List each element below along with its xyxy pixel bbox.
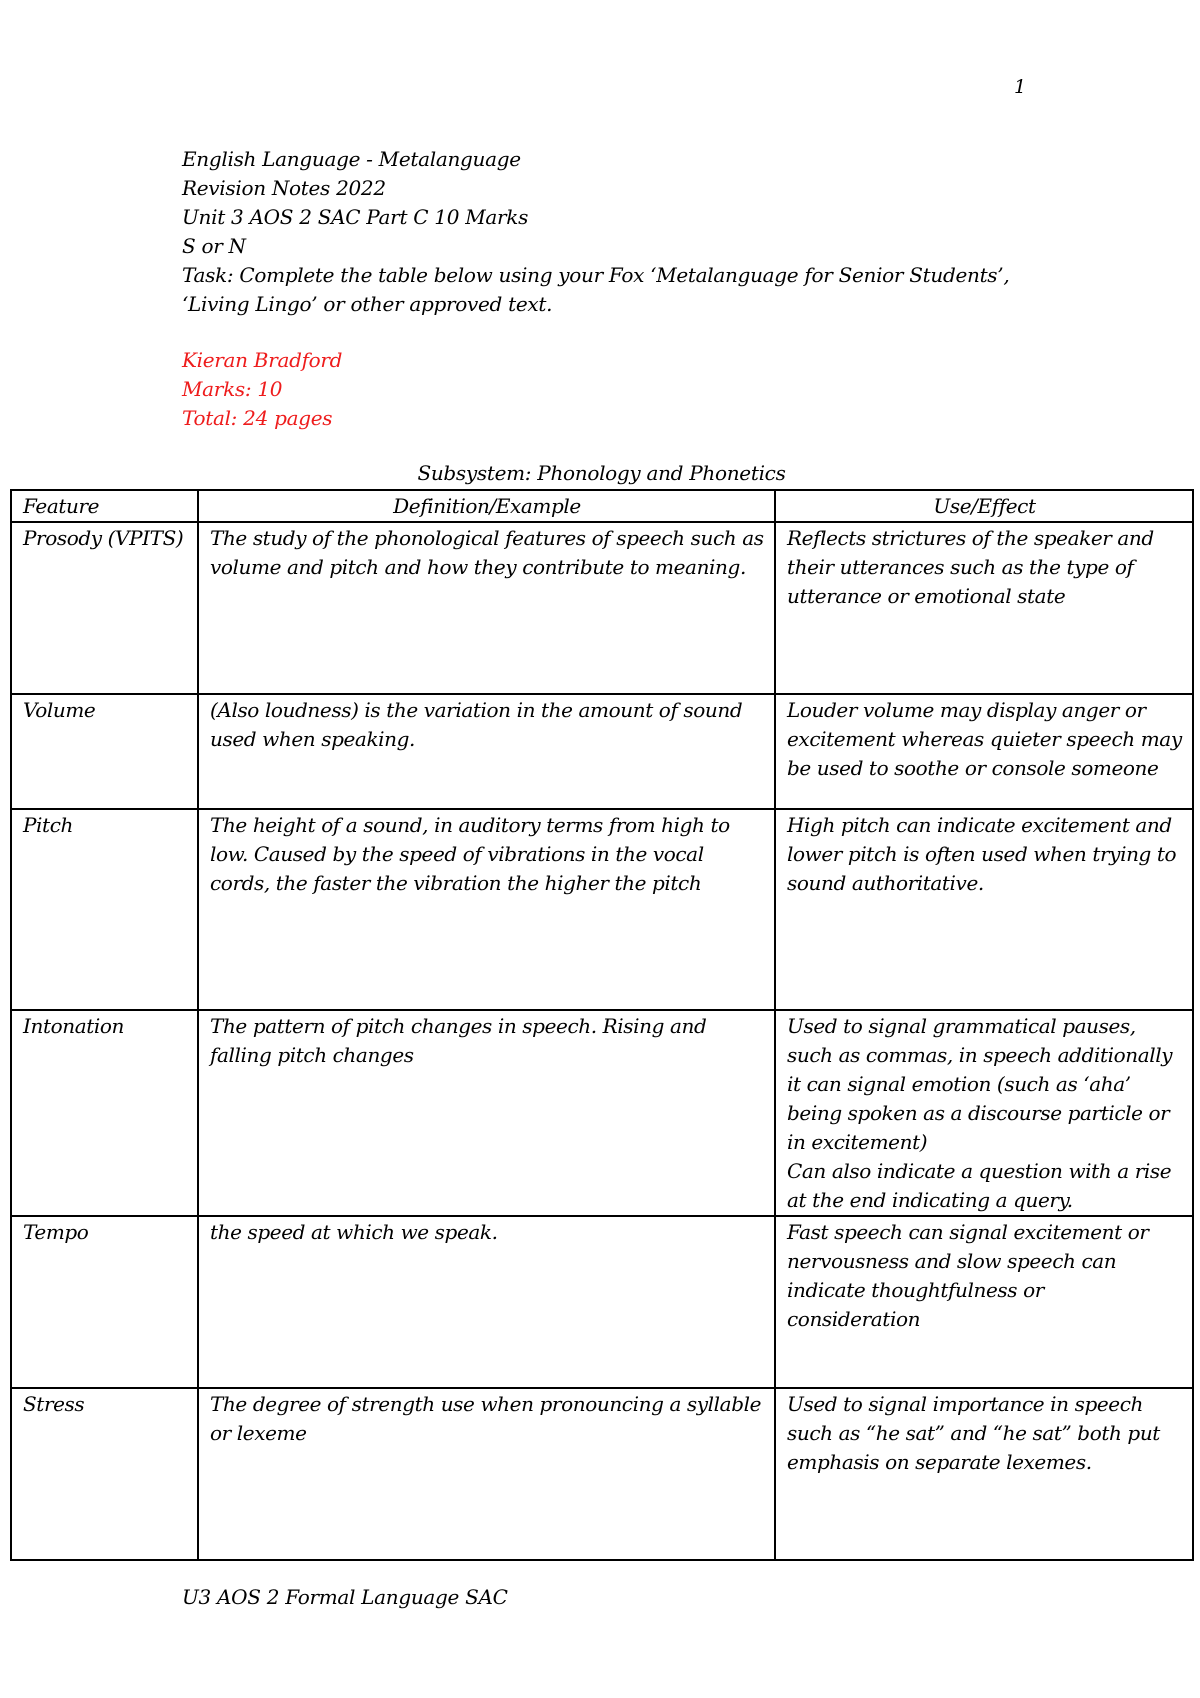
student-marks: Marks: 10 xyxy=(182,377,283,401)
definition-cell: The pattern of pitch changes in speech. Rising and falling pitch changes xyxy=(198,1010,775,1216)
use-text-extra: Can also indicate a question with a rise at the end indicating a query. xyxy=(787,1159,1172,1212)
definition-cell: (Also loudness) is the variation in the amount of sound used when speaking. xyxy=(198,694,775,809)
header-line: Revision Notes 2022 xyxy=(182,176,386,200)
feature-cell: Volume xyxy=(11,694,198,809)
column-header-definition: Definition/Example xyxy=(198,490,775,522)
use-cell: Used to signal importance in speech such as “he sat” and “he sat” both put emphasis on separate lexemes. xyxy=(775,1388,1193,1560)
page-footer: U3 AOS 2 Formal Language SAC xyxy=(182,1585,508,1609)
table-row xyxy=(11,694,1193,809)
student-total: Total: 24 pages xyxy=(182,406,333,430)
feature-cell: Stress xyxy=(11,1388,198,1560)
document-header xyxy=(182,145,1009,319)
page-number: 1 xyxy=(1014,76,1027,98)
header-line: English Language - Metalanguage xyxy=(182,147,521,171)
table-row xyxy=(11,1216,1193,1388)
header-line: S or N xyxy=(182,234,246,258)
feature-cell: Prosody (VPITS) xyxy=(11,522,198,694)
features-table xyxy=(10,489,1194,1561)
use-cell: Fast speech can signal excitement or nervousness and slow speech can indicate thoughtfulness or consideration xyxy=(775,1216,1193,1388)
table-header-row xyxy=(11,490,1193,522)
column-header-feature: Feature xyxy=(11,490,198,522)
use-cell: Reflects strictures of the speaker and their utterances such as the type of utterance or emotional state xyxy=(775,522,1193,694)
definition-cell: The degree of strength use when pronouncing a syllable or lexeme xyxy=(198,1388,775,1560)
table-row xyxy=(11,1388,1193,1560)
feature-cell: Tempo xyxy=(11,1216,198,1388)
table-row xyxy=(11,522,1193,694)
table-caption: Subsystem: Phonology and Phonetics xyxy=(417,461,786,485)
feature-cell: Pitch xyxy=(11,809,198,1010)
definition-cell: the speed at which we speak. xyxy=(198,1216,775,1388)
feature-cell: Intonation xyxy=(11,1010,198,1216)
definition-cell: The study of the phonological features of speech such as volume and pitch and how they contribute to meaning. xyxy=(198,522,775,694)
header-line: Task: Complete the table below using your Fox ‘Metalanguage for Senior Students’, xyxy=(182,263,1010,287)
use-text: Used to signal grammatical pauses, such as commas, in speech additionally it can signal emotion (such as ‘aha’ being spoken as a discourse particle or in excitement) xyxy=(787,1014,1173,1154)
table-row xyxy=(11,809,1193,1010)
use-cell: High pitch can indicate excitement and lower pitch is often used when trying to sound authoritative. xyxy=(775,809,1193,1010)
header-line: Unit 3 AOS 2 SAC Part C 10 Marks xyxy=(182,205,529,229)
definition-cell: The height of a sound, in auditory terms from high to low. Caused by the speed of vibrations in the vocal cords, the faster the vibration the higher the pitch xyxy=(198,809,775,1010)
student-name: Kieran Bradford xyxy=(182,348,343,372)
use-cell: Louder volume may display anger or excitement whereas quieter speech may be used to soothe or console someone xyxy=(775,694,1193,809)
use-cell xyxy=(775,1010,1193,1216)
header-line: ‘Living Lingo’ or other approved text. xyxy=(182,292,553,316)
table-row xyxy=(11,1010,1193,1216)
column-header-use: Use/Effect xyxy=(775,490,1193,522)
student-info xyxy=(182,346,342,433)
